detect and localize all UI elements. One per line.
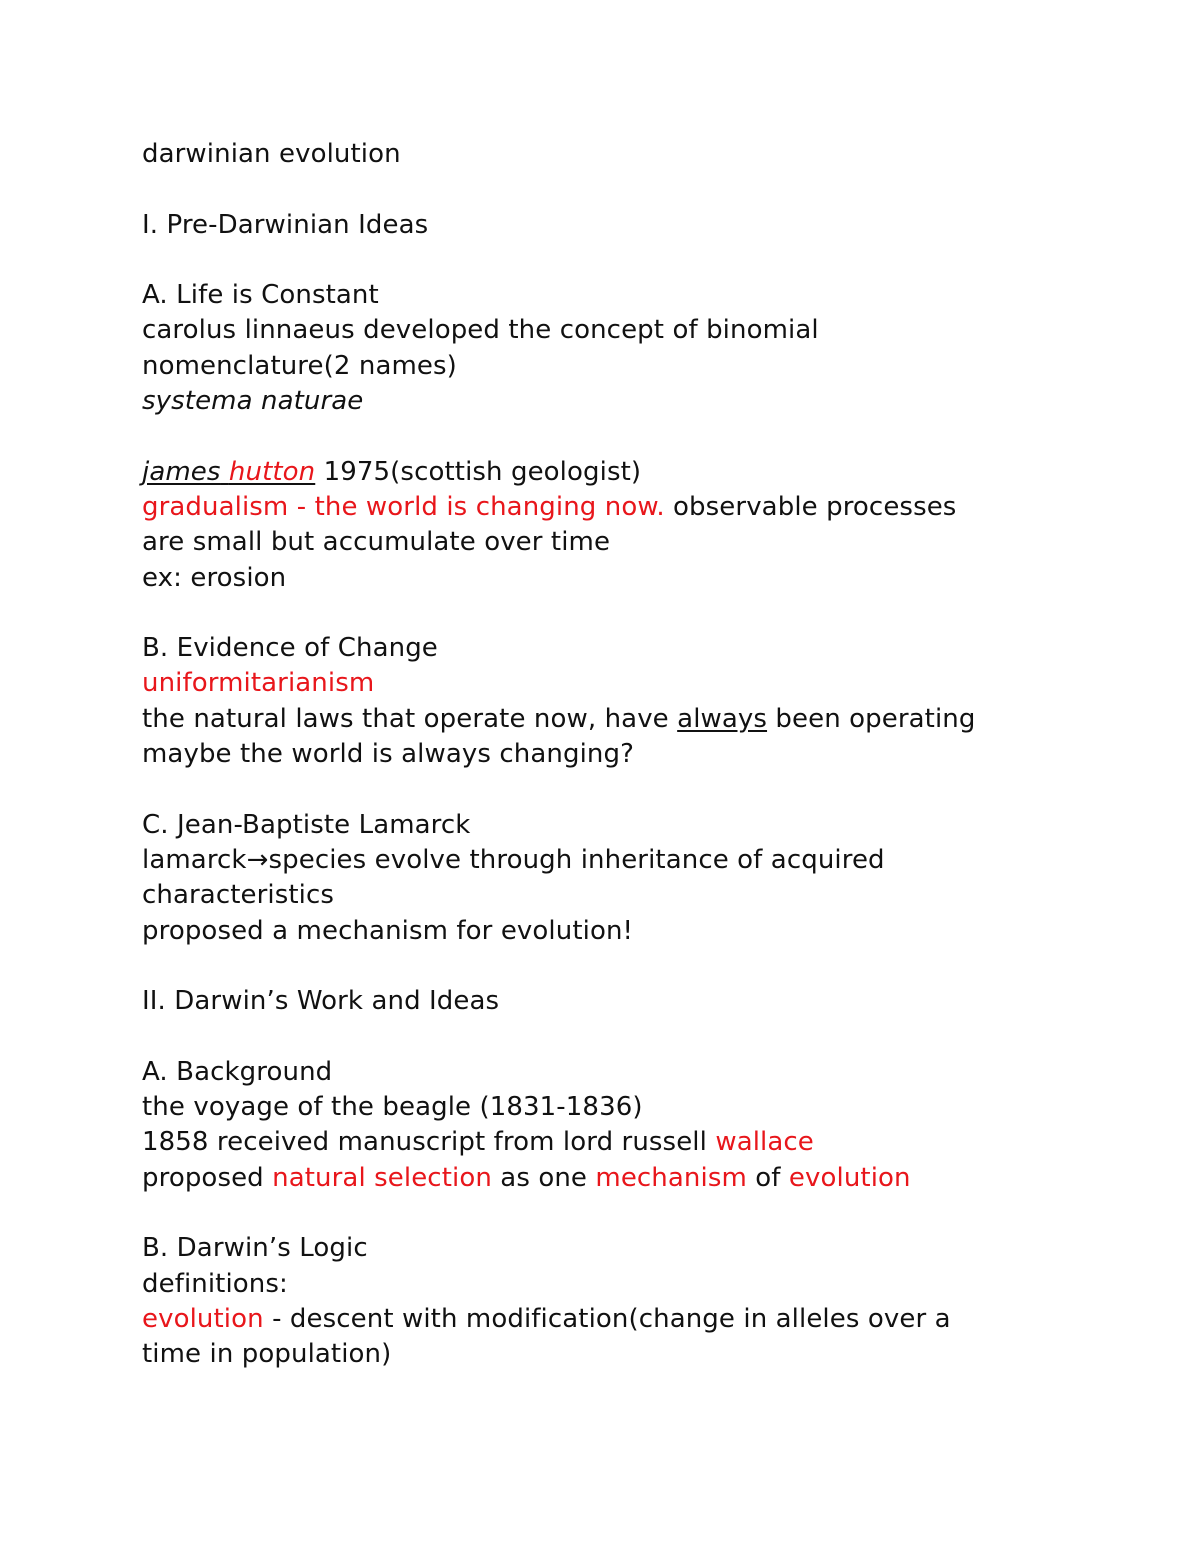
evolution-term: evolution [788, 1162, 911, 1193]
ns-part-1: proposed [142, 1162, 273, 1193]
hutton-name-space [221, 457, 229, 487]
always-underlined: always [677, 703, 768, 734]
blank-line [142, 949, 1072, 984]
hutton-first-name: james [142, 456, 221, 487]
blank-line [142, 596, 1072, 631]
gradualism-term: gradualism - the world is changing now. [142, 491, 665, 522]
blank-line [142, 419, 1072, 454]
gradualism-line [142, 490, 1072, 525]
document-title: darwinian evolution [142, 139, 401, 169]
beagle-line: the voyage of the beagle (1831-1836) [142, 1092, 643, 1123]
subsection-b-heading: B. Evidence of Change [142, 633, 438, 664]
evolution-definition-line [142, 1302, 1072, 1337]
natural-laws-post: been operating [767, 703, 976, 734]
hutton-details: 1975(scottish geologist) [315, 456, 642, 487]
natural-laws-pre: the natural laws that operate now, have [142, 703, 678, 734]
accumulate-line: are small but accumulate over time [142, 527, 611, 558]
mechanism-line: proposed a mechanism for evolution! [142, 915, 634, 946]
evolution-definition-term: evolution [142, 1303, 264, 1334]
manuscript-line [142, 1125, 1072, 1160]
uniformitarianism-term: uniformitarianism [142, 668, 375, 699]
nomenclature-line: nomenclature(2 names) [142, 350, 457, 381]
section-2-heading: II. Darwin’s Work and Ideas [142, 986, 500, 1017]
gradualism-rest: observable processes [664, 491, 957, 522]
section-1-heading: I. Pre-Darwinian Ideas [142, 209, 429, 240]
lamarck-line: lamarck→species evolve through inheritance of acquired [142, 844, 885, 875]
population-line: time in population) [142, 1339, 392, 1370]
natural-selection-term: natural selection [272, 1162, 492, 1193]
linnaeus-line: carolus linnaeus developed the concept of binomial [142, 315, 819, 346]
mechanism-term: mechanism [595, 1162, 747, 1193]
evolution-definition-rest: - descent with modification(change in alleles over a [263, 1303, 951, 1334]
darwins-logic-heading: B. Darwin’s Logic [142, 1233, 368, 1264]
wallace-term: wallace [715, 1127, 814, 1158]
manuscript-pre: 1858 received manuscript from lord russell [142, 1127, 716, 1158]
systema-naturae-line: systema naturae [142, 386, 364, 417]
definitions-line: definitions: [142, 1268, 288, 1299]
hutton-last-name: hutton [228, 456, 316, 487]
ns-part-2: as one [491, 1162, 596, 1193]
natural-laws-line [142, 702, 1072, 737]
subsection-a-heading: A. Life is Constant [142, 280, 379, 311]
document-body [142, 137, 1072, 1372]
blank-line [142, 1196, 1072, 1231]
natural-selection-line [142, 1161, 1072, 1196]
erosion-line: ex: erosion [142, 562, 287, 593]
blank-line [142, 772, 1072, 807]
blank-line [142, 243, 1072, 278]
subsection-c-heading: C. Jean-Baptiste Lamarck [142, 809, 471, 840]
hutton-line [142, 455, 1072, 490]
characteristics-line: characteristics [142, 880, 335, 911]
background-heading: A. Background [142, 1056, 333, 1087]
ns-part-3: of [746, 1162, 789, 1193]
always-changing-line: maybe the world is always changing? [142, 739, 634, 770]
blank-line [142, 1019, 1072, 1054]
hutton-name-link [142, 457, 315, 487]
blank-line [142, 172, 1072, 207]
